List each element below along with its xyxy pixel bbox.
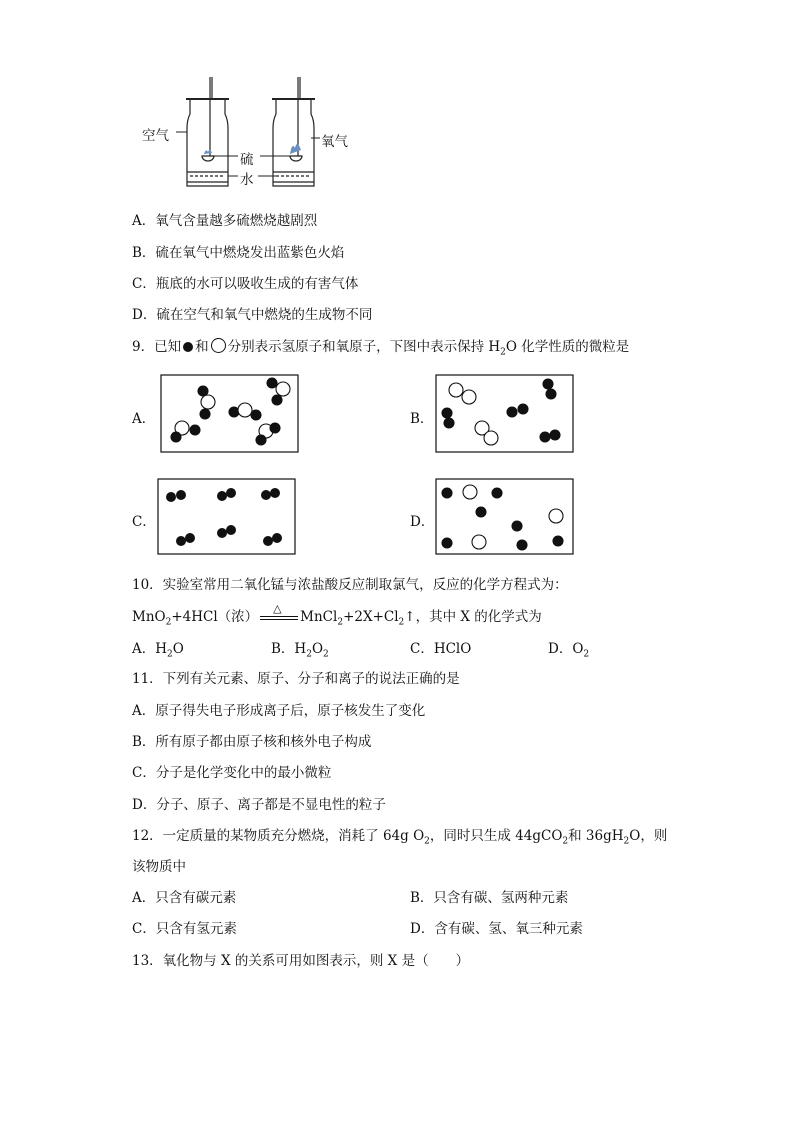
label-sulfur: 硫 xyxy=(240,152,254,168)
label-air: 空气 xyxy=(142,128,169,144)
q9-label-d: D． xyxy=(410,514,435,530)
q8-option-d: D．硫在空气和氧气中燃烧的生成物不同 xyxy=(132,307,373,323)
q11-option-b: B．所有原子都由原子核和核外电子构成 xyxy=(132,734,372,750)
q12-stem: 12．一定质量的某物质充分燃烧，消耗了 64g $O_2$，同时只生成 44gCO$_2$和 $36gH_2O$，则 xyxy=(132,828,668,847)
heating-arrow xyxy=(260,602,298,626)
q12-option-c: C．只含有氢元素 xyxy=(132,921,237,937)
q9-label-b: B． xyxy=(410,411,434,427)
oxygen-bottle xyxy=(272,77,315,186)
q10-option-d: D．$O_2$ xyxy=(548,641,590,660)
q12-option-a: A．只含有碳元素 xyxy=(132,890,237,906)
q9-option-d-diagram xyxy=(435,478,575,556)
q10-option-a: A．$H_2O$ xyxy=(132,641,184,660)
air-bottle xyxy=(186,77,229,186)
oxygen-atom-icon xyxy=(211,338,226,353)
q10-option-c: C．HClO xyxy=(410,641,472,657)
q9-label-c: C． xyxy=(132,514,156,530)
q8-option-c: C．瓶底的水可以吸收生成的有害气体 xyxy=(132,276,359,292)
q12-option-d: D．含有碳、氢、氧三种元素 xyxy=(410,921,583,937)
q8-option-a: A．氧气含量越多硫燃烧越剧烈 xyxy=(132,213,318,229)
q10-stem: 10．实验室常用二氧化锰与浓盐酸反应制取氯气，反应的化学方程式为： xyxy=(132,577,568,593)
flame-large-icon xyxy=(290,144,301,154)
q9-label-a: A． xyxy=(132,411,156,427)
heat-symbol: △ xyxy=(273,602,282,615)
q10-equation: MnO$_2$+4HCl（浓） △ $MnCl_2+2X+Cl_2↑$，其中 X 的化学式为 xyxy=(132,602,542,628)
q12-option-b: B．只含有碳、氢两种元素 xyxy=(410,890,569,906)
q10-option-b: B．$H_2O_2$ xyxy=(271,641,329,660)
q11-stem: 11．下列有关元素、原子、分子和离子的说法正确的是 xyxy=(132,671,460,687)
q9-stem: 9．已知 和 分别表示氢原子和氧原子，下图中表示保持 $H_2O$ 化学性质的微粒是 xyxy=(132,339,630,358)
q8-option-b: B．硫在氧气中燃烧发出蓝紫色火焰 xyxy=(132,245,345,261)
q9-option-a-diagram xyxy=(160,374,300,454)
q11-option-c: C．分子是化学变化中的最小微粒 xyxy=(132,765,332,781)
q9-option-c-diagram xyxy=(157,478,297,556)
flame-small-icon xyxy=(204,150,212,154)
q12-stem-cont: 该物质中 xyxy=(132,859,186,875)
q9-option-b-diagram xyxy=(435,374,575,454)
q13-stem: 13．氧化物与 X 的关系可用如图表示，则 X 是（ ） xyxy=(132,953,470,969)
hydrogen-atom-icon xyxy=(183,342,193,352)
label-oxygen: 氧气 xyxy=(321,134,348,150)
label-water: 水 xyxy=(240,172,254,188)
q11-option-d: D．分子、原子、离子都是不显电性的粒子 xyxy=(132,797,386,813)
q11-option-a: A．原子得失电子形成离子后，原子核发生了变化 xyxy=(132,703,426,719)
